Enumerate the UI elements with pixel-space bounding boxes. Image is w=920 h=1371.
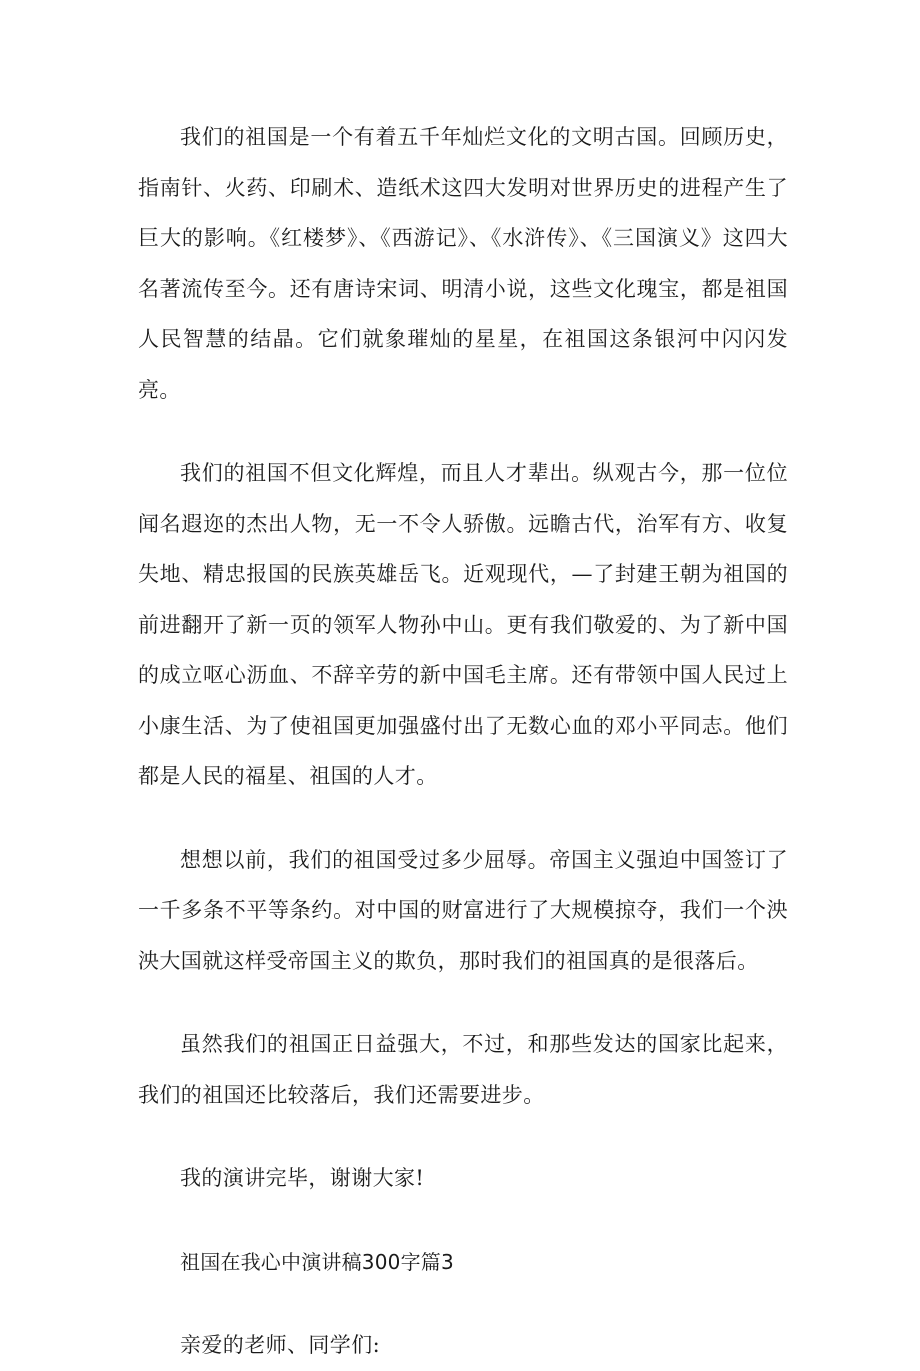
paragraph-spacer bbox=[138, 1120, 788, 1153]
paragraph-spacer bbox=[138, 1204, 788, 1237]
paragraph-spacer bbox=[138, 415, 788, 448]
paragraph-humiliation: 想想以前，我们的祖国受过多少屈辱。帝国主义强迫中国签订了一千多条不平等条约。对中国的财富进行了大规模掠夺，我们一个泱泱大国就这样受帝国主义的欺负，那时我们的祖国真的是很落后。 bbox=[138, 847, 788, 973]
paragraph-talents: 我们的祖国不但文化辉煌，而且人才辈出。纵观古今，那一位位闻名遐迩的杰出人物，无一不令人骄傲。远瞻古代，治军有方、收复失地、精忠报国的民族英雄岳飞。近观现代，—了封建王朝为祖国的前进翻开了新一页的领军人物孙中山。更有我们敬爱的、为了新中国的成立呕心沥血、不辞辛劳的新中国毛主席。还有带领中国人民过上小康生活、为了使祖国更加强盛付出了无数心血的邓小平同志。他们都是人民的福星、祖国的人才。 bbox=[138, 461, 788, 788]
greeting-line: 亲爱的老师、同学们: bbox=[180, 1333, 381, 1357]
paragraph-spacer bbox=[138, 802, 788, 835]
section-title: 祖国在我心中演讲稿300字篇3 bbox=[180, 1249, 454, 1274]
paragraph-spacer bbox=[138, 1287, 788, 1320]
paragraph-progress: 虽然我们的祖国正日益强大，不过，和那些发达的国家比起来，我们的祖国还比较落后，我们还需要进步。 bbox=[138, 1032, 788, 1107]
closing-line: 我的演讲完毕，谢谢大家! bbox=[180, 1166, 425, 1190]
paragraph-spacer bbox=[138, 986, 788, 1019]
paragraph-culture: 我们的祖国是一个有着五千年灿烂文化的文明古国。回顾历史，指南针、火药、印刷术、造纸术这四大发明对世界历史的进程产生了巨大的影响。《红楼梦》、《西游记》、《水浒传》、《三国演义》这四大名著流传至今。还有唐诗宋词、明清小说，这些文化瑰宝，都是祖国人民智慧的结晶。它们就象璀灿的星星，在祖国这条银河中闪闪发亮。 bbox=[138, 125, 788, 402]
document-body bbox=[138, 112, 788, 1371]
